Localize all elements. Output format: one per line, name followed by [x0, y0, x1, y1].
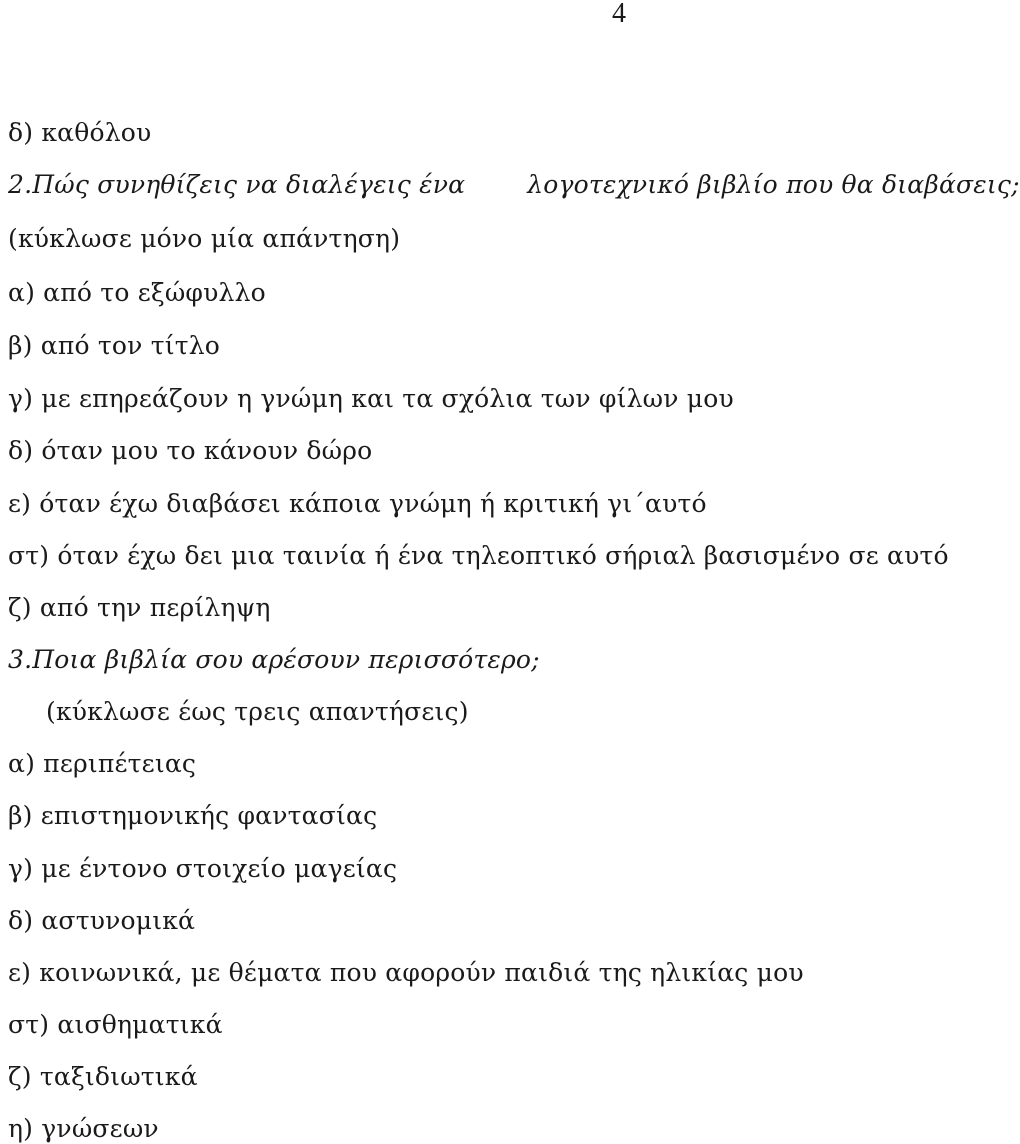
q3-option-c: γ) με έντονο στοιχείο μαγείας: [8, 854, 398, 883]
q3-option-h: η) γνώσεων: [8, 1114, 159, 1143]
q2-option-c: γ) με επηρεάζουν η γνώμη και τα σχόλια των φίλων μου: [8, 384, 734, 413]
q3-option-z: ζ) ταξιδιωτικά: [8, 1062, 198, 1091]
q3-instruction: (κύκλωσε έως τρεις απαντήσεις): [46, 697, 469, 726]
q2-instruction: (κύκλωσε μόνο μία απάντηση): [8, 224, 401, 253]
q2-option-e: ε) όταν έχω διαβάσει κάποια γνώμη ή κριτική γι΄αυτό: [8, 489, 707, 518]
q3-option-b: β) επιστημονικής φαντασίας: [8, 801, 378, 830]
q2-option-d: δ) όταν μου το κάνουν δώρο: [8, 436, 373, 465]
q3-option-d: δ) αστυνομικά: [8, 906, 196, 935]
q3-option-st: στ) αισθηματικά: [8, 1010, 223, 1039]
q2-option-a: α) από το εξώφυλλο: [8, 278, 266, 307]
page-number: 4: [612, 0, 626, 29]
q3-question: 3.Ποια βιβλία σου αρέσουν περισσότερο;: [8, 645, 540, 674]
q2-question-part2: λογοτεχνικό βιβλίο που θα διαβάσεις;: [527, 170, 1020, 199]
q2-question: [8, 170, 1020, 199]
q3-option-e: ε) κοινωνικά, με θέματα που αφορούν παιδιά της ηλικίας μου: [8, 958, 804, 987]
q3-option-a: α) περιπέτειας: [8, 749, 197, 778]
q2-option-st: στ) όταν έχω δει μια ταινία ή ένα τηλεοπτικό σήριαλ βασισμένο σε αυτό: [8, 541, 949, 570]
q2-question-part1: 2.Πώς συνηθίζεις να διαλέγεις ένα: [8, 170, 466, 199]
q2-option-z: ζ) από την περίληψη: [8, 593, 271, 622]
q2-option-b: β) από τον τίτλο: [8, 331, 221, 360]
q1-option-d: δ) καθόλου: [8, 118, 152, 147]
